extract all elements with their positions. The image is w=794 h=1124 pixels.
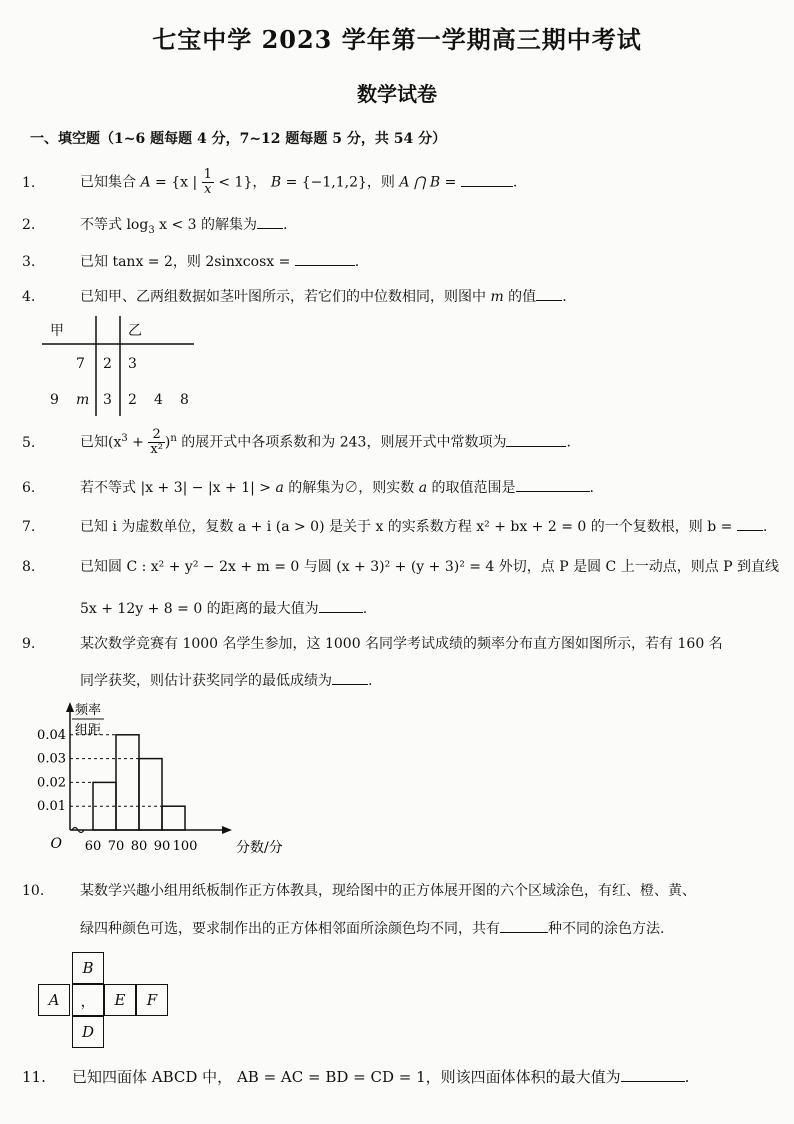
question-10: 10. 某数学兴趣小组用纸板制作正方体教具，现给图中的正方体展开图的六个区域涂色，有红、橙、黄、: [22, 883, 696, 899]
leaf-right: 8: [180, 392, 189, 408]
stem-leaf-header-left: 甲: [50, 323, 64, 339]
answer-blank[interactable]: [621, 1069, 685, 1082]
leaf-left: 9: [50, 392, 59, 408]
y-tick-label: 0.04: [37, 727, 66, 743]
question-7: 7. 已知 i 为虚数单位，复数 a + i (a > 0) 是关于 x 的实系数方程 x² + bx + 2 = 0 的一个复数根，则 b = .: [22, 519, 768, 535]
x-axis-label: 分数/分: [236, 840, 283, 856]
frequency-histogram: [30, 698, 290, 868]
answer-blank[interactable]: [332, 672, 368, 685]
leaf-left: 7: [76, 356, 85, 372]
answer-blank[interactable]: [257, 216, 283, 229]
net-face-d: D: [72, 1016, 104, 1048]
stem: 2: [103, 356, 112, 372]
net-face-f: F: [136, 984, 168, 1016]
origin-label: O: [50, 836, 62, 852]
x-tick-label: 70: [107, 839, 125, 854]
leaf-right: 4: [154, 392, 163, 408]
answer-blank[interactable]: [461, 174, 513, 187]
histogram-bar: [162, 806, 185, 830]
x-tick-label: 90: [153, 839, 171, 854]
fraction: $\frac{2}{\text{x²}}$: [150, 427, 163, 457]
leaf-left: m: [76, 392, 90, 408]
stem-leaf-lines: [42, 316, 202, 416]
net-face-b: B: [72, 952, 104, 984]
question-1: 1. 已知集合 A = {x | $\frac{1}{x}$ < 1}， B = {−1,1,2}，则 A ⋂ B = .: [22, 167, 518, 197]
answer-blank[interactable]: [295, 253, 355, 266]
y-tick-label: 0.01: [37, 799, 66, 815]
question-10-continued: 绿四种颜色可选，要求制作出的正方体相邻面所涂颜色均不同，共有 种不同的涂色方法.: [80, 921, 665, 937]
stem: 3: [103, 392, 112, 408]
question-8-continued: 5x + 12y + 8 = 0 的距离的最大值为 .: [80, 601, 368, 617]
answer-blank[interactable]: [319, 600, 363, 613]
question-5: 5. 已知($x^3$ + $\frac{2}{\text{x²}}$ )$^n$ 的展开式中各项系数和为 243，则展开式中常数项为 .: [22, 427, 571, 457]
answer-blank[interactable]: [506, 434, 566, 447]
section-heading: 一、填空题（1~6 题每题 4 分，7~12 题每题 5 分，共 54 分）: [30, 131, 447, 147]
question-4: 4. 已知甲、乙两组数据如茎叶图所示，若它们的中位数相同，则图中 m 的值 .: [22, 289, 567, 305]
x-tick-label: 80: [130, 839, 148, 854]
answer-blank[interactable]: [516, 479, 590, 492]
stem-leaf-header-right: 乙: [128, 323, 142, 339]
y-axis-arrow: [66, 702, 74, 712]
histogram-bar: [116, 735, 139, 830]
question-9-continued: 同学获奖，则估计获奖同学的最低成绩为 .: [80, 673, 373, 689]
x-tick-label: 60: [84, 839, 102, 854]
leaf-right: 3: [128, 356, 137, 372]
question-11: 11. 已知四面体 ABCD 中， AB = AC = BD = CD = 1，则该四面体体积的最大值为 .: [22, 1068, 690, 1086]
leaf-right: 2: [128, 392, 137, 408]
question-3: 3. 已知 tanx = 2，则 2sinxcosx = .: [22, 254, 360, 270]
cube-net: [38, 952, 178, 1052]
y-tick-label: 0.03: [37, 751, 66, 767]
question-6: 6. 若不等式 |x + 3| − |x + 1| > a 的解集为∅，则实数 a 的取值范围是 .: [22, 480, 594, 496]
net-face-center: ，: [72, 984, 104, 1016]
x-axis-arrow: [222, 826, 232, 834]
page-subtitle: 数学试卷: [357, 82, 437, 106]
y-tick-label: 0.02: [37, 775, 66, 791]
answer-blank[interactable]: [737, 518, 763, 531]
page-title: 七宝中学 2023 学年第一学期高三期中考试: [152, 25, 642, 54]
question-2: 2. 不等式 $\log_3 x < 3$ 的解集为 .: [22, 217, 288, 236]
y-axis-label-bottom: 组距: [74, 723, 102, 738]
fraction: $\frac{1}{x}$: [203, 167, 212, 197]
answer-blank[interactable]: [536, 288, 562, 301]
question-9: 9. 某次数学竞赛有 1000 名学生参加，这 1000 名同学考试成绩的频率分布直方图如图所示，若有 160 名: [22, 636, 723, 652]
histogram-bar: [139, 759, 162, 830]
net-face-e: E: [104, 984, 136, 1016]
question-8: 8. 已知圆 C : x² + y² − 2x + m = 0 与圆 (x + 3)² + (y + 3)² = 4 外切，点 P 是圆 C 上一动点，则点 P 到直线: [22, 559, 780, 575]
y-axis-label-top: 频率: [74, 703, 102, 718]
answer-blank[interactable]: [500, 920, 548, 933]
net-face-a: A: [38, 984, 70, 1016]
x-tick-label: 100: [172, 839, 198, 854]
stem-leaf-plot: [42, 316, 202, 416]
